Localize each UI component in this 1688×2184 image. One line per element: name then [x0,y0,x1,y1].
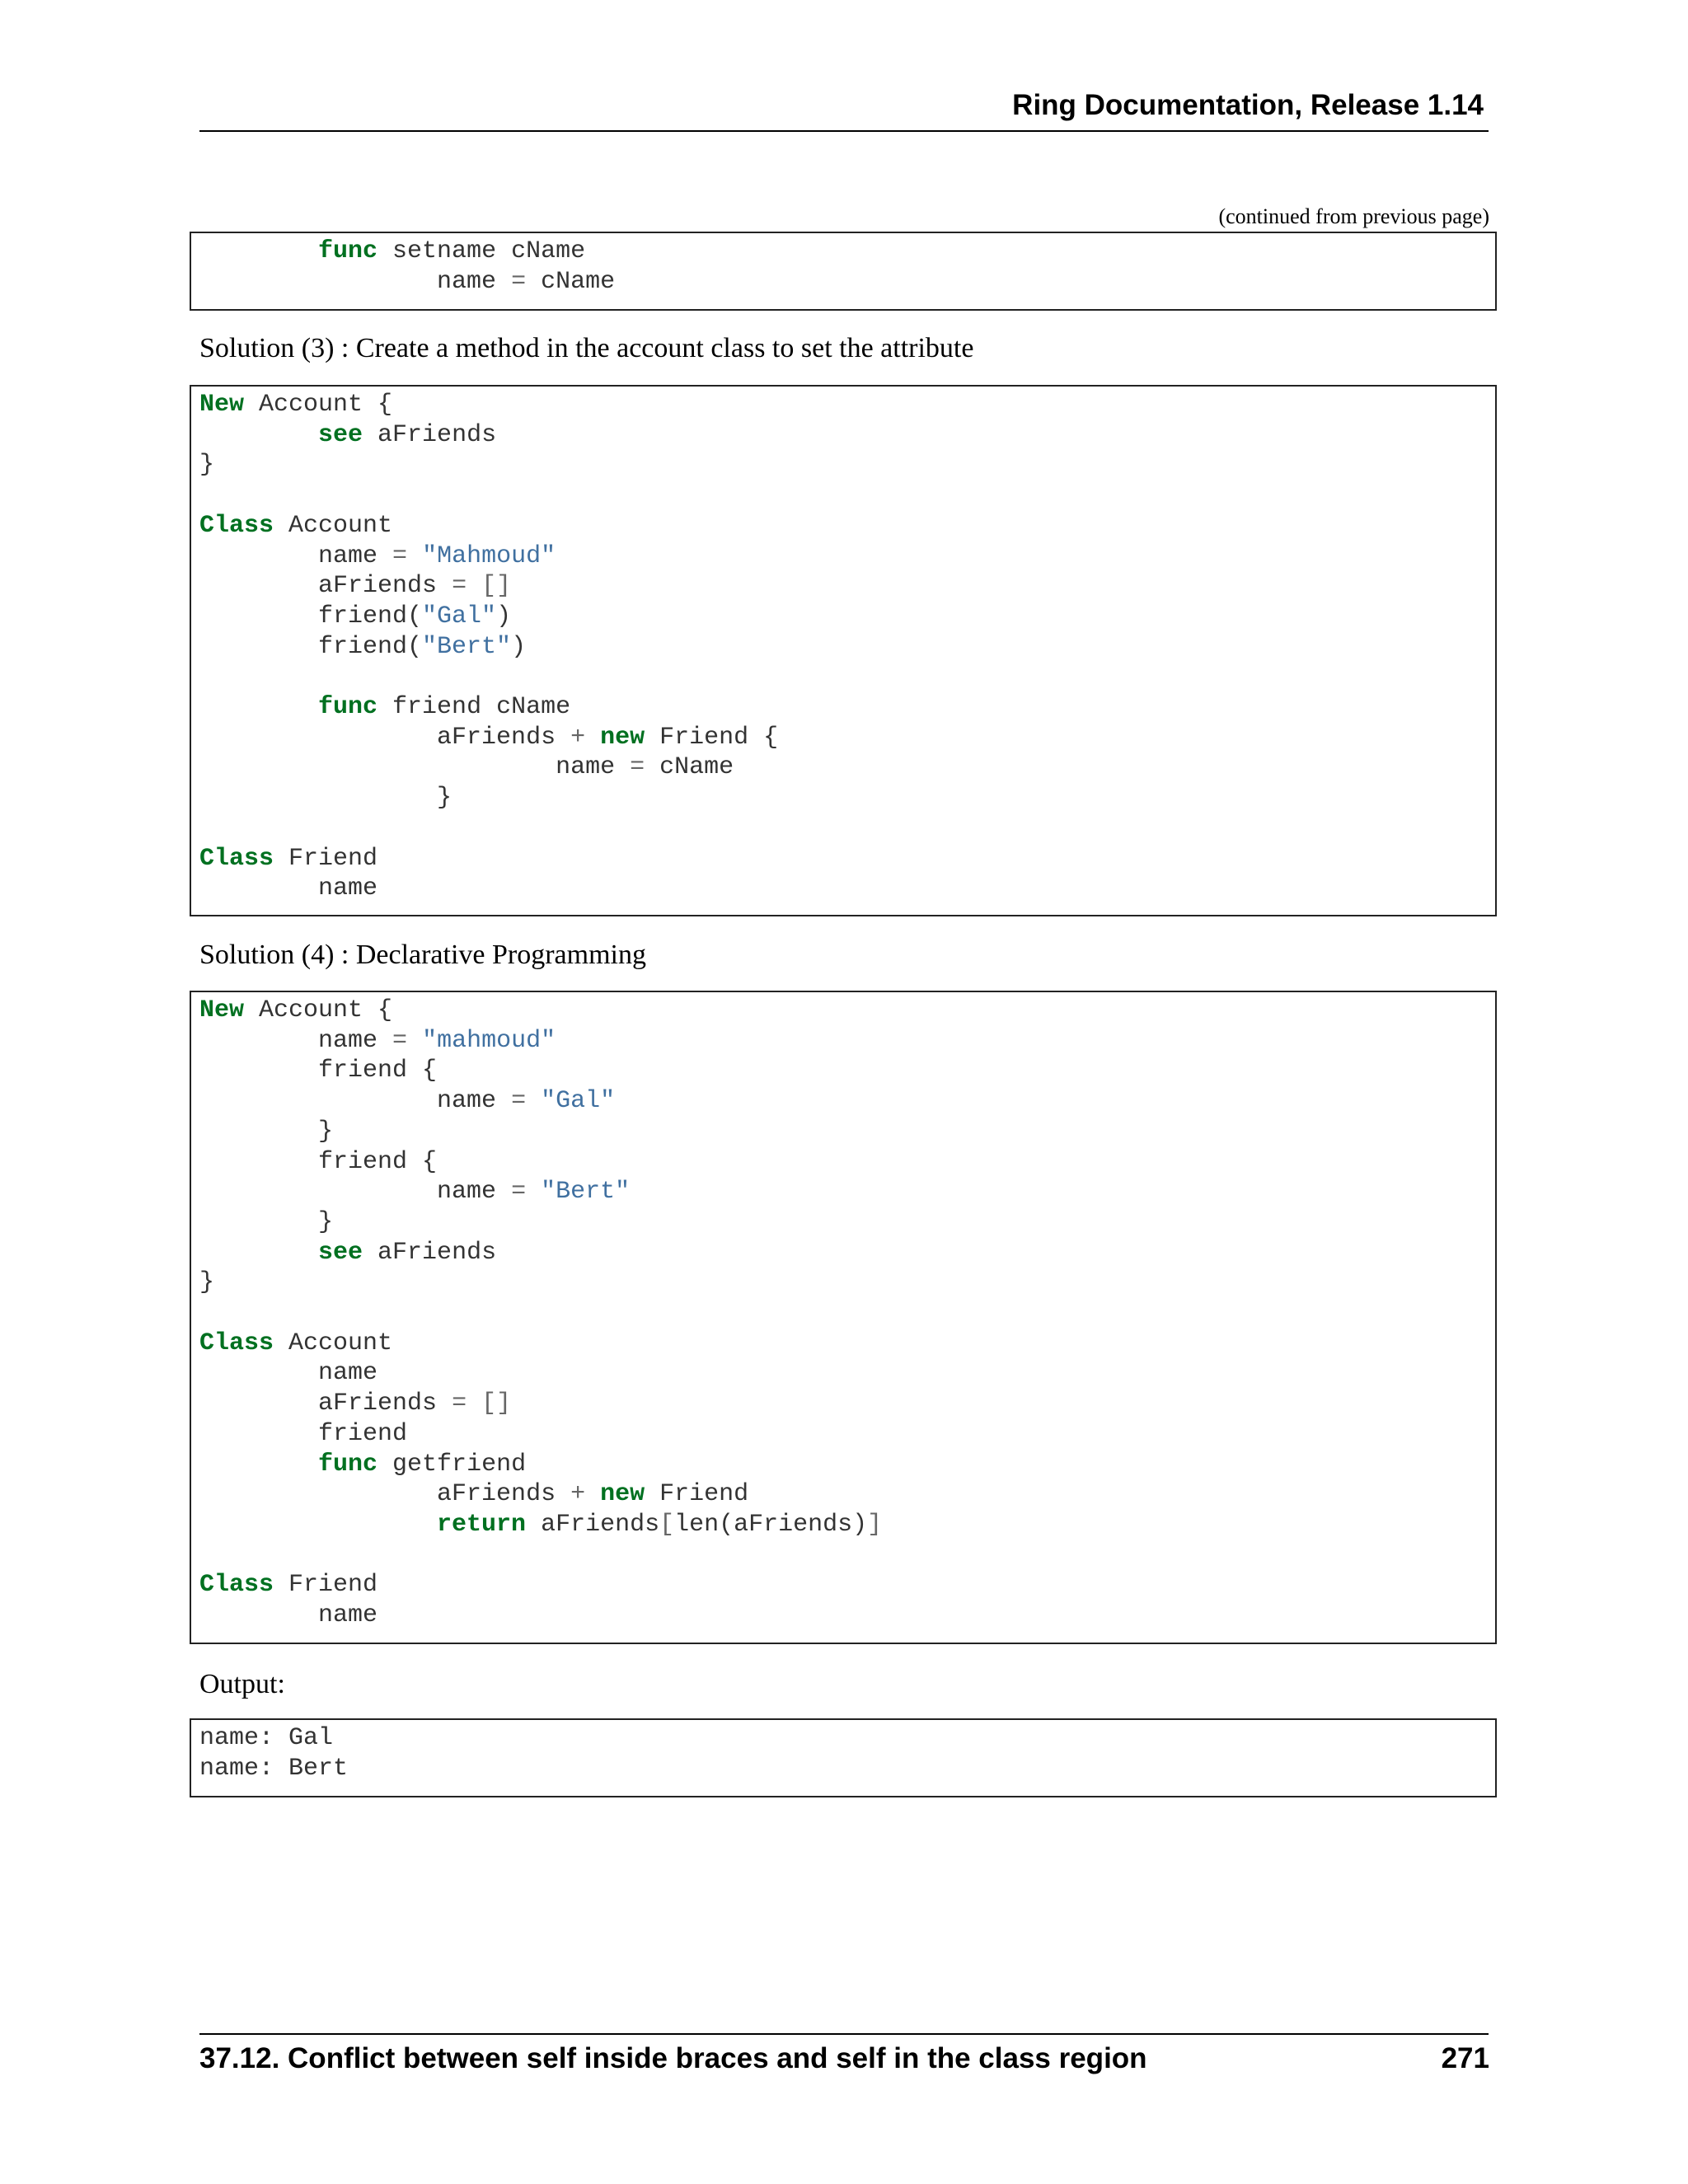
code-token: Account [274,511,393,540]
code-token: + [570,723,586,752]
code-block-solution-3 [190,385,1497,916]
code-token [585,1480,600,1508]
code-token: + [570,1480,586,1509]
code-token [199,1511,437,1539]
paragraph-solution-3: Solution (3) : Create a method in the account class to set the attribute [199,333,974,363]
code-token: name: Gal [199,1724,334,1752]
footer-page-number: 271 [1441,2042,1489,2074]
code-token: = [452,572,467,601]
code-token: "Gal" [422,602,497,630]
code-token: } [199,1207,334,1236]
code-token: name [199,1601,378,1630]
code-token: friend cName [377,693,571,722]
code-token: friend { [199,1147,438,1176]
code-token: aFriends [363,420,497,449]
code-token [467,1390,481,1418]
paragraph-solution-4: Solution (4) : Declarative Programming [199,940,646,970]
code-token [526,1087,541,1115]
continued-note: (continued from previous page) [1218,204,1489,228]
code-token: name [199,267,512,296]
code-token [199,421,318,449]
code-token: Class [199,511,274,540]
code-token: Friend { [645,723,779,752]
code-token: aFriends [199,723,571,752]
code-token: friend( [199,602,423,630]
code-token: Class [199,844,274,873]
code-token: see [318,1238,363,1267]
code-token: = [511,1087,527,1116]
code-token [407,1027,422,1055]
code-token: aFriends [199,1480,571,1509]
code-token: name [199,753,631,782]
code-token: = [511,267,527,296]
code-token: } [199,784,452,813]
code-token: [] [481,1390,512,1418]
code-block-setname [190,232,1497,311]
code-token [526,1178,541,1206]
code-token: len(aFriends) [674,1510,868,1539]
code-token: name [199,541,393,570]
code-token: ) [496,602,512,630]
code-token: "Bert" [422,632,512,661]
code-token: ) [511,632,527,661]
code-token: name [199,1026,393,1055]
code-token [199,1451,318,1479]
code-token: Account [274,1329,393,1357]
code-block-output [190,1718,1497,1797]
code-token: cName [645,753,734,782]
code-token: aFriends [199,1390,452,1418]
code-token: see [318,420,363,449]
code-token: friend( [199,632,423,661]
code-token: = [392,1026,408,1055]
code-token: = [630,753,645,782]
code-token: name [199,1087,512,1116]
code-token: [ [659,1510,675,1539]
header-rule [199,130,1489,132]
code-token: friend { [199,1057,438,1085]
code-token: "Bert" [541,1178,631,1207]
code-token: } [199,451,215,480]
code-token: func [318,237,378,265]
code-token: New [199,391,245,419]
code-token: cName [526,267,616,296]
code-token: new [600,723,645,752]
code-token: name [199,1178,512,1207]
code-token: Class [199,1329,274,1357]
code-token: name: Bert [199,1754,349,1783]
code-token: "Mahmoud" [422,541,556,570]
code-token: "mahmoud" [422,1026,556,1055]
code-token: Friend [274,844,378,873]
code-token: Account { [244,996,393,1024]
code-token [585,724,600,752]
code-token: New [199,996,245,1024]
code-token: ] [867,1510,883,1539]
code-token: name [199,1359,378,1388]
code-token: getfriend [377,1450,527,1479]
code-token: aFriends [199,572,452,601]
footer-rule [199,2033,1489,2035]
code-token: Account { [244,391,393,419]
running-header-title: Ring Documentation, Release 1.14 [1012,89,1484,121]
code-token: aFriends [526,1510,660,1539]
code-block-solution-4 [190,991,1497,1644]
paragraph-output: Output: [199,1669,285,1699]
code-token [199,693,318,721]
code-token: setname cName [377,237,586,265]
code-token: = [511,1178,527,1207]
code-token: [] [481,572,512,601]
code-token: "Gal" [541,1087,616,1116]
code-token: new [600,1480,645,1509]
code-token: Class [199,1571,274,1600]
footer-section-title: 37.12. Conflict between self inside braces and self in the class region [199,2042,1147,2074]
code-token [199,1239,318,1267]
code-token: friend [199,1419,408,1448]
code-token: } [199,1268,215,1297]
code-token: } [199,1117,334,1146]
code-token: return [437,1510,527,1539]
code-token: Friend [274,1571,378,1600]
code-token: func [318,1450,378,1479]
code-token: aFriends [363,1238,497,1267]
code-token: Friend [645,1480,749,1509]
code-token: name [199,874,378,903]
code-token [407,542,422,570]
code-token: func [318,693,378,722]
code-token [467,572,481,600]
code-token: = [392,541,408,570]
code-token [199,237,318,265]
code-token: = [452,1390,467,1418]
